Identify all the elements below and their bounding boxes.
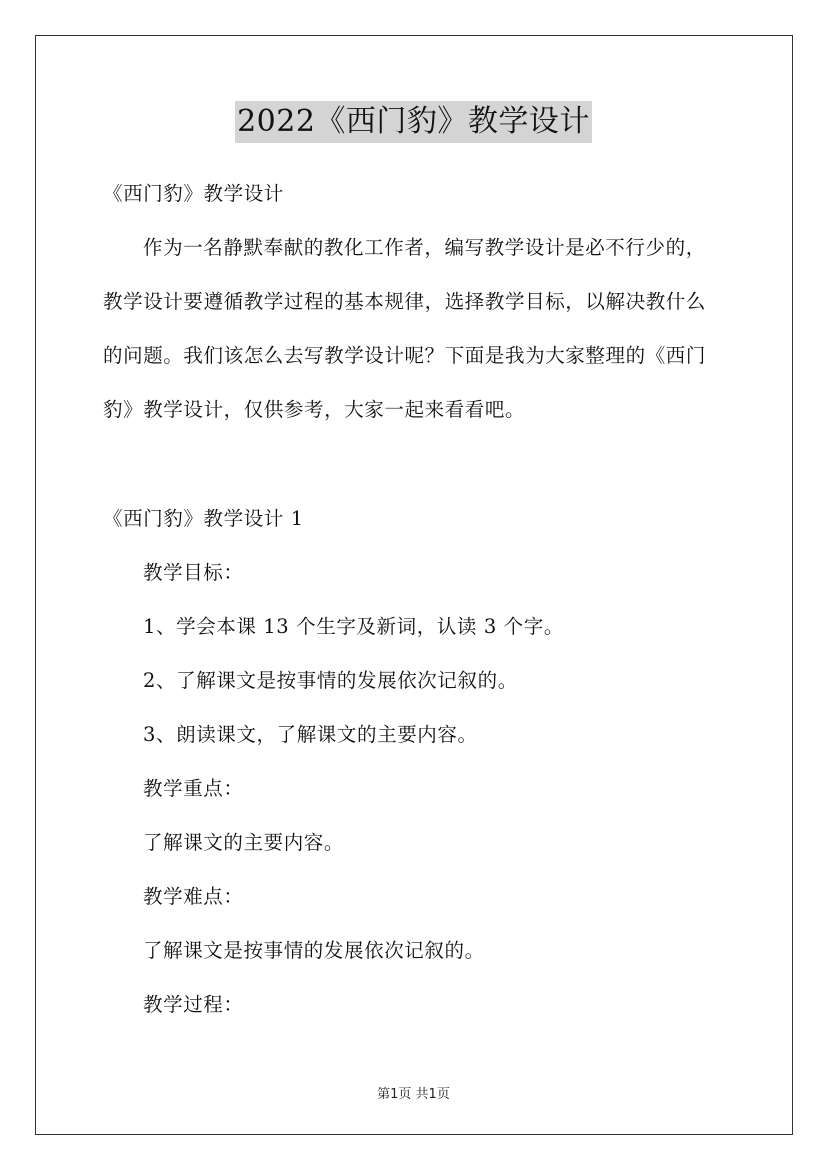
intro-line-3: 的问题。我们该怎么去写教学设计呢？下面是我为大家整理的《西门 [103, 344, 707, 367]
intro-line-2: 教学设计要遵循教学过程的基本规律，选择教学目标，以解决教什么 [103, 290, 707, 313]
goal-item-2: 2、了解课文是按事情的发展依次记叙的。 [143, 669, 518, 692]
intro-line-4: 豹》教学设计，仅供参考，大家一起来看看吧。 [103, 398, 526, 421]
key-point-label: 教学重点： [143, 777, 244, 800]
goals-label: 教学目标： [143, 561, 244, 584]
difficulty-text: 了解课文是按事情的发展依次记叙的。 [143, 939, 485, 962]
goal-item-1: 1、学会本课 13 个生字及新词，认读 3 个字。 [143, 615, 564, 638]
document-title: 2022《西门豹》教学设计 [235, 101, 592, 143]
section-heading: 《西门豹》教学设计 1 [103, 507, 304, 530]
title-container [0, 101, 827, 143]
page-footer: 第1页 共1页 [377, 1087, 450, 1102]
process-label: 教学过程： [143, 993, 244, 1016]
goal-item-3: 3、朗读课文，了解课文的主要内容。 [143, 723, 478, 746]
intro-heading: 《西门豹》教学设计 [103, 182, 284, 205]
key-point-text: 了解课文的主要内容。 [143, 831, 345, 854]
difficulty-label: 教学难点： [143, 885, 244, 908]
intro-line-1: 作为一名静默奉献的教化工作者，编写教学设计是必不行少的， [143, 236, 706, 259]
